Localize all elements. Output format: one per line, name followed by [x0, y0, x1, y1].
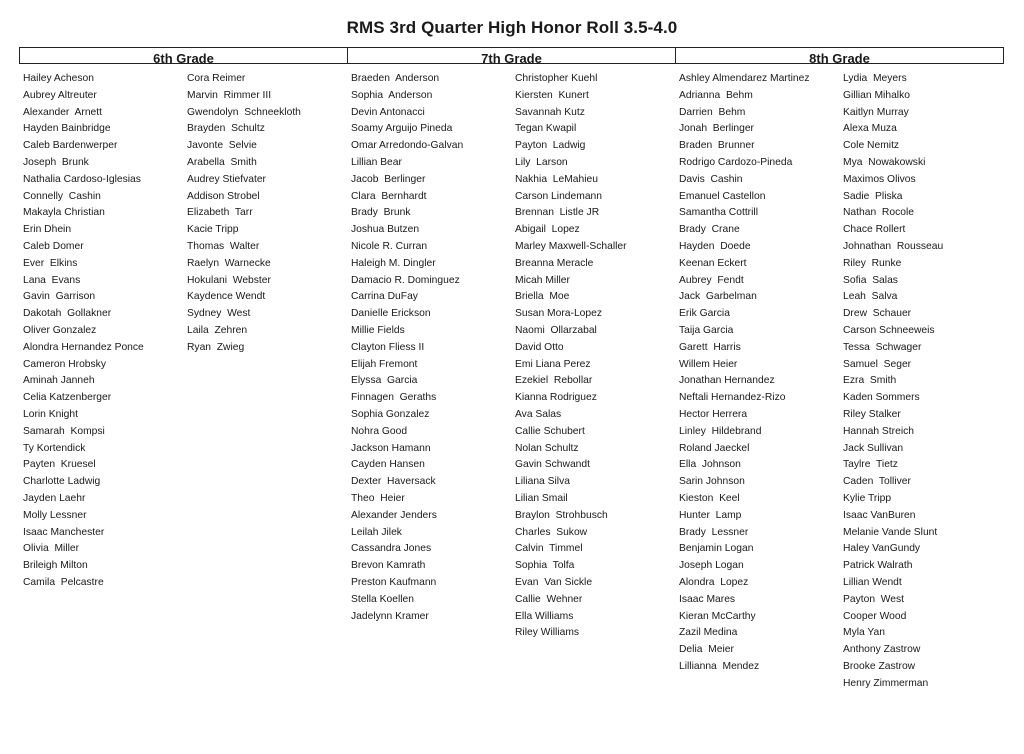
student-name: Brayden Schultz: [187, 123, 265, 135]
student-name: Sydney West: [187, 308, 251, 320]
student-name: Ty Kortendick: [23, 442, 86, 454]
student-name: Patrick Walrath: [843, 560, 913, 572]
student-name: Kieston Keel: [679, 492, 740, 504]
student-name: Marley Maxwell-Schaller: [515, 240, 627, 252]
student-name: Ella Williams: [515, 610, 574, 622]
student-name: Willem Heier: [679, 358, 738, 370]
student-name: Emanuel Castellon: [679, 190, 766, 202]
student-name: Dakotah Gollakner: [23, 308, 112, 320]
student-name: Marvin Rimmer III: [187, 89, 272, 101]
student-name: Riley Williams: [515, 627, 580, 639]
student-name: Alexander Jenders: [351, 509, 437, 521]
student-name: Lillian Wendt: [843, 576, 902, 588]
student-name: Javonte Selvie: [187, 140, 257, 152]
student-name: Charlotte Ladwig: [23, 476, 101, 488]
student-name: Connelly Cashin: [23, 190, 101, 202]
student-name: Samuel Seger: [843, 358, 912, 370]
student-name: Brady Crane: [679, 224, 740, 236]
student-name: Nathalia Cardoso-Iglesias: [23, 173, 141, 185]
student-name: Hayden Doede: [679, 240, 751, 252]
student-name: Johnathan Rousseau: [843, 240, 944, 252]
student-name: Devin Antonacci: [351, 106, 425, 118]
student-name: Lillian Bear: [351, 156, 402, 168]
student-name: Aubrey Fendt: [679, 274, 744, 286]
student-name: Alondra Hernandez Ponce: [23, 341, 144, 353]
student-name: Cooper Wood: [843, 610, 907, 622]
student-name: Naomi Ollarzabal: [515, 324, 597, 336]
student-name: Alexander Arnett: [23, 106, 102, 118]
student-name: Gwendolyn Schneekloth: [187, 106, 301, 118]
student-name: Danielle Erickson: [351, 308, 431, 320]
student-name: Kiersten Kunert: [515, 89, 589, 101]
student-name: Jadelynn Kramer: [351, 610, 429, 622]
student-name: Joseph Logan: [679, 560, 744, 572]
student-name: Brady Brunk: [351, 207, 411, 219]
student-name: Braeden Anderson: [351, 73, 440, 84]
student-name: Haleigh M. Dingler: [351, 257, 436, 269]
student-name: Carson Schneeweis: [843, 324, 935, 336]
student-name: Hailey Acheson: [23, 73, 94, 84]
student-name: Alexa Muza: [843, 123, 897, 135]
student-name: Leah Salva: [843, 291, 898, 303]
student-name: Chace Rollert: [843, 224, 906, 236]
student-name: Sarin Johnson: [679, 476, 745, 488]
student-name: Adrianna Behm: [679, 89, 753, 101]
student-name: Hayden Bainbridge: [23, 123, 111, 135]
student-name: Jonah Berlinger: [679, 123, 754, 135]
student-name: Lillianna Mendez: [679, 660, 760, 672]
student-name: Linley Hildebrand: [679, 425, 762, 437]
student-name: Lilian Smail: [515, 492, 568, 504]
student-name: Cole Nemitz: [843, 140, 900, 152]
student-name: Tegan Kwapil: [515, 123, 577, 135]
student-name: Caden Tolliver: [843, 476, 911, 488]
student-name: Maximos Olivos: [843, 173, 916, 185]
student-name: Drew Schauer: [843, 308, 912, 320]
student-name: Sadie Pliska: [843, 190, 903, 202]
student-name: Lana Evans: [23, 274, 81, 286]
student-name: Kaydence Wendt: [187, 291, 266, 303]
student-name: Liliana Silva: [515, 476, 570, 488]
student-name: Davis Cashin: [679, 173, 743, 185]
student-name: Soamy Arguijo Pineda: [351, 123, 453, 135]
student-name: Oliver Gonzalez: [23, 324, 97, 336]
student-name: Millie Fields: [351, 324, 405, 336]
student-name: Brileigh Milton: [23, 560, 88, 572]
student-name: Thomas Walter: [187, 240, 260, 252]
student-name: Ryan Zwieg: [187, 341, 245, 353]
student-name: Nathan Rocole: [843, 207, 914, 219]
student-name: Benjamin Logan: [679, 543, 754, 555]
student-name: Braylon Strohbusch: [515, 509, 608, 521]
student-name: Jacob Berlinger: [351, 173, 426, 185]
student-name: Jack Sullivan: [843, 442, 904, 454]
student-name: Molly Lessner: [23, 509, 87, 521]
student-name: Payten Kruesel: [23, 459, 96, 471]
student-name: Kylie Tripp: [843, 492, 892, 504]
student-name: Mya Nowakowski: [843, 156, 926, 168]
student-name: Lorin Knight: [23, 408, 78, 420]
student-name: Savannah Kutz: [515, 106, 585, 118]
student-name: Lily Larson: [515, 156, 568, 168]
student-name: Ever Elkins: [23, 257, 78, 269]
student-name: Evan Van Sickle: [515, 576, 593, 588]
student-name: Kaden Sommers: [843, 392, 920, 404]
student-name: Christopher Kuehl: [515, 73, 598, 84]
student-name: Breanna Meracle: [515, 257, 594, 269]
student-name: Ella Johnson: [679, 459, 741, 471]
student-name: Carson Lindemann: [515, 190, 603, 202]
student-name: Damacio R. Dominguez: [351, 274, 460, 286]
grade-header-8th: 8th Grade: [675, 48, 1003, 63]
student-name: Samarah Kompsi: [23, 425, 105, 437]
student-name: David Otto: [515, 341, 564, 353]
student-name: Elijah Fremont: [351, 358, 418, 370]
student-name: Isaac Mares: [679, 593, 736, 605]
student-name: Kianna Rodriguez: [515, 392, 597, 404]
student-name: Ezekiel Rebollar: [515, 375, 593, 387]
student-name: Jackson Hamann: [351, 442, 431, 454]
page-title: RMS 3rd Quarter High Honor Roll 3.5-4.0: [346, 18, 678, 37]
name-column-8th-b: [843, 71, 943, 692]
name-column-7th-b: [515, 71, 627, 642]
student-name: Hokulani Webster: [187, 274, 271, 286]
student-name: Erin Dhein: [23, 224, 72, 236]
student-name: Gavin Schwandt: [515, 459, 590, 471]
student-name: Cora Reimer: [187, 73, 246, 84]
student-name: Isaac VanBuren: [843, 509, 916, 521]
student-name: Myla Yan: [843, 627, 885, 639]
student-name: Riley Stalker: [843, 408, 901, 420]
student-name: Brevon Kamrath: [351, 560, 426, 572]
student-name: Henry Zimmerman: [843, 677, 929, 689]
student-name: Jack Garbelman: [679, 291, 757, 303]
student-name: Ava Salas: [515, 408, 562, 420]
student-name: Joshua Butzen: [351, 224, 420, 236]
student-name: Haley VanGundy: [843, 543, 921, 555]
student-name: Sophia Gonzalez: [351, 408, 430, 420]
student-name: Taija Garcia: [679, 324, 734, 336]
student-name: Jayden Laehr: [23, 492, 86, 504]
student-name: Samantha Cottrill: [679, 207, 758, 219]
student-name: Zazil Medina: [679, 627, 738, 639]
student-name: Hunter Lamp: [679, 509, 742, 521]
student-name: Caleb Bardenwerper: [23, 140, 118, 152]
student-name: Camila Pelcastre: [23, 576, 104, 588]
student-name: Nohra Good: [351, 425, 408, 437]
student-name: Sofia Salas: [843, 274, 898, 286]
student-name: Cassandra Jones: [351, 543, 432, 555]
student-name: Olivia Miller: [23, 543, 80, 555]
student-name: Aminah Janneh: [23, 375, 95, 387]
student-name: Dexter Haversack: [351, 476, 436, 488]
grade-header-table: [19, 47, 1004, 64]
student-name: Susan Mora-Lopez: [515, 308, 603, 320]
student-name: Taylre Tietz: [843, 459, 898, 471]
student-name: Abigail Lopez: [515, 224, 580, 236]
student-name: Roland Jaeckel: [679, 442, 750, 454]
student-name: Melanie Vande Slunt: [843, 526, 938, 538]
student-name: Gillian Mihalko: [843, 89, 910, 101]
student-name: Brooke Zastrow: [843, 660, 916, 672]
student-name: Sophia Anderson: [351, 89, 433, 101]
student-name: Gavin Garrison: [23, 291, 96, 303]
grade-header-6th: 6th Grade: [153, 51, 214, 66]
student-name: Hannah Streich: [843, 425, 914, 437]
student-name: Braden Brunner: [679, 140, 755, 152]
student-name: Aubrey Altreuter: [23, 89, 97, 101]
student-name: Delia Meier: [679, 644, 734, 656]
student-name: Preston Kaufmann: [351, 576, 437, 588]
student-name: Carrina DuFay: [351, 291, 418, 303]
student-name: Raelyn Warnecke: [187, 257, 271, 269]
student-name: Ezra Smith: [843, 375, 897, 387]
name-column-6th-a: [23, 71, 144, 592]
grade-header-7th: 7th Grade: [347, 48, 675, 63]
name-column-6th-b: [187, 71, 301, 357]
student-name: Brennan Listle JR: [515, 207, 600, 219]
student-name: Erik Garcia: [679, 308, 730, 320]
student-name: Theo Heier: [351, 492, 405, 504]
name-column-7th-a: [351, 71, 463, 625]
student-name: Elizabeth Tarr: [187, 207, 253, 219]
student-name: Emi Liana Perez: [515, 358, 591, 370]
student-name: Garett Harris: [679, 341, 741, 353]
student-name: Makayla Christian: [23, 207, 105, 219]
student-name: Celia Katzenberger: [23, 392, 112, 404]
student-name: Cameron Hrobsky: [23, 358, 106, 370]
student-name: Audrey Stiefvater: [187, 173, 266, 185]
student-name: Leilah Jilek: [351, 526, 402, 538]
student-name: Isaac Manchester: [23, 526, 105, 538]
student-name: Joseph Brunk: [23, 156, 89, 168]
name-column-8th-a: [679, 71, 810, 676]
student-name: Anthony Zastrow: [843, 644, 921, 656]
student-name: Caleb Domer: [23, 240, 84, 252]
student-name: Micah Miller: [515, 274, 570, 286]
student-name: Arabella Smith: [187, 156, 257, 168]
student-name: Payton West: [843, 593, 905, 605]
student-name: Clara Bernhardt: [351, 190, 427, 202]
student-name: Darrien Behm: [679, 106, 746, 118]
student-name: Callie Wehner: [515, 593, 583, 605]
student-name: Calvin Timmel: [515, 543, 583, 555]
student-name: Lydia Meyers: [843, 73, 907, 84]
student-name: Jonathan Hernandez: [679, 375, 775, 387]
student-name: Tessa Schwager: [843, 341, 922, 353]
student-name: Callie Schubert: [515, 425, 585, 437]
student-name: Neftali Hernandez-Rizo: [679, 392, 786, 404]
student-name: Alondra Lopez: [679, 576, 749, 588]
student-name: Kaitlyn Murray: [843, 106, 909, 118]
student-name: Nakhia LeMahieu: [515, 173, 598, 185]
student-name: Addison Strobel: [187, 190, 260, 202]
student-name: Payton Ladwig: [515, 140, 586, 152]
student-name: Kacie Tripp: [187, 224, 239, 236]
student-name: Riley Runke: [843, 257, 902, 269]
student-name: Laila Zehren: [187, 324, 248, 336]
student-name: Rodrigo Cardozo-Pineda: [679, 156, 793, 168]
student-name: Brady Lessner: [679, 526, 749, 538]
student-name: Stella Koellen: [351, 593, 414, 605]
student-name: Cayden Hansen: [351, 459, 425, 471]
student-name: Finnagen Geraths: [351, 392, 437, 404]
student-name: Ashley Almendarez Martinez: [679, 73, 810, 84]
student-name: Charles Sukow: [515, 526, 588, 538]
student-name: Kieran McCarthy: [679, 610, 756, 622]
student-name: Hector Herrera: [679, 408, 748, 420]
student-name: Keenan Eckert: [679, 257, 747, 269]
student-name: Omar Arredondo-Galvan: [351, 140, 464, 152]
student-name: Elyssa Garcia: [351, 375, 418, 387]
student-name: Nolan Schultz: [515, 442, 579, 454]
student-name: Briella Moe: [515, 291, 570, 303]
student-name: Nicole R. Curran: [351, 240, 428, 252]
student-name: Sophia Tolfa: [515, 560, 575, 572]
student-name: Clayton Fliess II: [351, 341, 425, 353]
